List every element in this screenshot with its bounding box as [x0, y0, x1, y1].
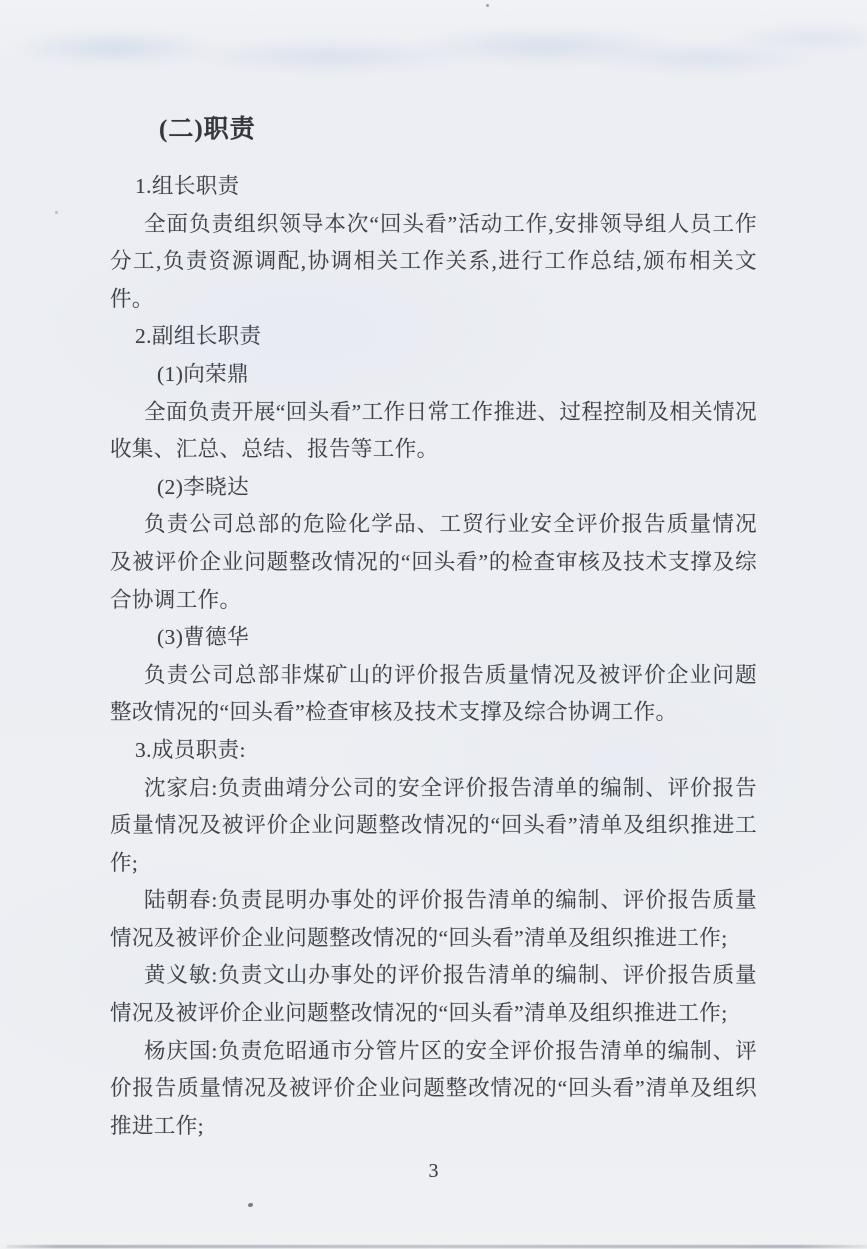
paragraph-member-duty-2: 陆朝春:负责昆明办事处的评价报告清单的编制、评价报告质量情况及被评价企业问题整改情况的“回头看”清单及组织推进工作;	[110, 888, 757, 950]
sub-heading-deputy-1-name: (1)向荣鼎	[157, 361, 249, 386]
scan-speck	[248, 1203, 253, 1207]
item-heading-deputy-leader: 2.副组长职责	[135, 324, 262, 349]
paragraph-member-duty-1: 沈家启:负责曲靖分公司的安全评价报告清单的编制、评价报告质量情况及被评价企业问题整改情况的“回头看”清单及组织推进工作;	[110, 775, 757, 875]
document-content	[110, 111, 757, 1145]
paragraph-deputy-3-duties: 负责公司总部非煤矿山的评价报告质量情况及被评价企业问题整改情况的“回头看”检查审核及技术支撑及综合协调工作。	[110, 662, 757, 725]
paragraph-member-duty-4: 杨庆国:负责危昭通市分管片区的安全评价报告清单的编制、评价报告质量情况及被评价企业问题整改情况的“回头看”清单及组织推进工作;	[110, 1038, 757, 1138]
scan-bleedthrough-smudge	[0, 6, 867, 80]
page-number: 3	[428, 1160, 439, 1182]
paragraph-deputy-1-duties: 全面负责开展“回头看”工作日常工作推进、过程控制及相关情况收集、汇总、总结、报告等工作。	[110, 399, 757, 462]
paragraph-deputy-2-duties: 负责公司总部的危险化学品、工贸行业安全评价报告质量情况及被评价企业问题整改情况的“回头看”的检查审核及技术支撑及综合协调工作。	[110, 512, 757, 612]
paragraph-member-duty-3: 黄义敏:负责文山办事处的评价报告清单的编制、评价报告质量情况及被评价企业问题整改情况的“回头看”清单及组织推进工作;	[110, 963, 757, 1026]
scan-speck	[55, 211, 58, 214]
sub-heading-deputy-2-name: (2)李晓达	[157, 474, 249, 499]
sub-heading-deputy-3-name: (3)曹德华	[157, 625, 249, 650]
item-heading-group-leader: 1.组长职责	[135, 174, 240, 198]
scan-bottom-edge-shadow	[6, 1245, 867, 1248]
item-heading-members: 3.成员职责:	[135, 737, 246, 762]
scan-speck	[486, 4, 489, 7]
section-heading: (二)职责	[159, 116, 256, 143]
paragraph-group-leader-duties: 全面负责组织领导本次“回头看”活动工作,安排领导组人员工作分工,负责资源调配,协调相关工作关系,进行工作总结,颁布相关文件。	[110, 211, 757, 311]
